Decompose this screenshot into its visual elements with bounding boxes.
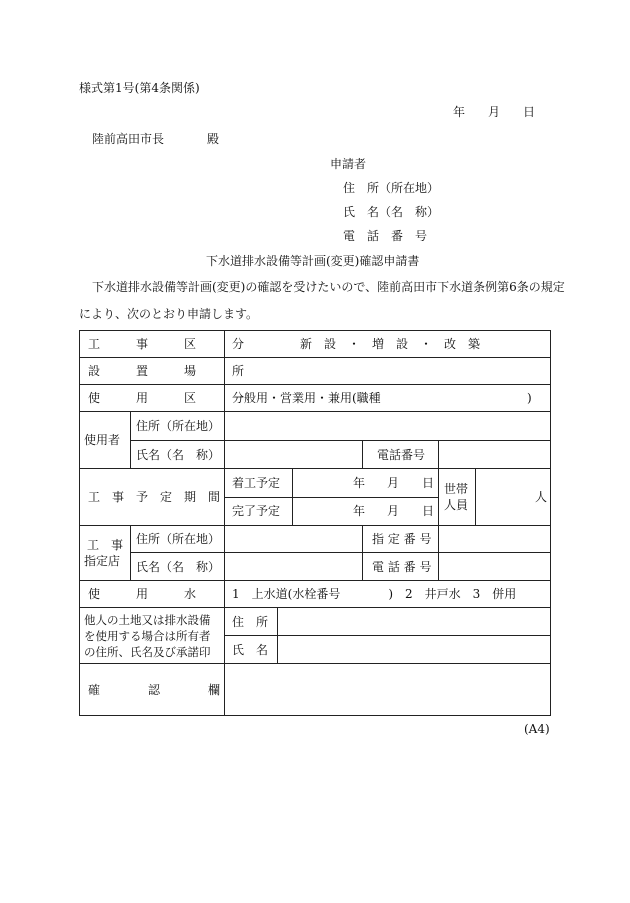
rule (79, 580, 551, 581)
rule (292, 468, 293, 525)
water-source-label: 使 用 水 (88, 587, 197, 601)
user-address-label: 住所（所在地） (136, 419, 221, 433)
end-day: 日 (422, 504, 435, 518)
user-address-field[interactable] (225, 412, 550, 440)
contractor-name-label: 氏名（名 称） (136, 560, 221, 574)
user-name-field[interactable] (225, 441, 362, 468)
contractor-name-field[interactable] (225, 553, 362, 580)
construction-type-label: 工 事 区 分 (88, 337, 245, 351)
confirmation-label: 確 認 欄 (88, 683, 221, 697)
rule (224, 497, 438, 498)
contractor-address-label: 住所（所在地） (136, 532, 221, 546)
owner-name-field[interactable] (278, 636, 550, 663)
construction-type-options[interactable]: 新 設 ・ 増 設 ・ 改 築 (300, 337, 481, 351)
rule (79, 357, 551, 358)
applicant-label: 申請者 (330, 157, 367, 171)
table-border-right (550, 330, 551, 716)
owner-name-label: 氏 名 (232, 643, 269, 657)
paper-size-note: (A4) (524, 722, 550, 736)
rule (362, 525, 363, 580)
end-planned-label: 完了予定 (232, 504, 281, 518)
end-year: 年 (353, 504, 366, 518)
rule (438, 468, 439, 525)
confirmation-field (225, 664, 550, 715)
other-land-label-line3: の住所、氏名及び承諾印 (84, 645, 211, 659)
body-text-line1: 下水道排水設備等計画(変更)の確認を受けたいので、陸前高田市下水道条例第6条の規定 (92, 280, 565, 294)
date-month: 月 (488, 105, 501, 119)
household-label-line1: 世帯 (444, 482, 469, 496)
user-phone-field[interactable] (439, 441, 550, 468)
date-day: 日 (523, 105, 536, 119)
end-month: 月 (387, 504, 400, 518)
designation-number-field[interactable] (439, 526, 550, 552)
designation-number-label: 指 定 番 号 (372, 532, 432, 546)
household-label-line2: 人員 (444, 498, 469, 512)
addressee: 陸前高田市長 (92, 132, 165, 146)
rule (362, 440, 363, 468)
person-unit: 人 (535, 490, 548, 504)
user-name-label: 氏名（名 称） (136, 448, 221, 462)
body-text-line2: により、次のとおり申請します。 (79, 307, 259, 321)
start-year: 年 (353, 476, 366, 490)
document-title: 下水道排水設備等計画(変更)確認申請書 (206, 254, 420, 268)
start-month: 月 (387, 476, 400, 490)
honorific: 殿 (207, 132, 220, 146)
schedule-label: 工 事 予 定 期 間 (88, 490, 221, 504)
applicant-phone-label: 電 話 番 号 (343, 229, 428, 243)
user-label: 使用者 (84, 433, 121, 447)
form-number: 様式第1号(第4条関係) (79, 81, 200, 95)
other-land-label-line2: を使用する場合は所有者 (84, 629, 211, 643)
installation-location-label: 設 置 場 所 (88, 364, 245, 378)
table-border-top (79, 330, 551, 331)
table-border-bottom (79, 715, 551, 716)
applicant-address-label: 住 所（所在地） (343, 181, 440, 195)
contractor-address-field[interactable] (225, 526, 362, 552)
start-planned-label: 着工予定 (232, 476, 281, 490)
applicant-name-label: 氏 名（名 称） (343, 205, 440, 219)
owner-address-label: 住 所 (232, 615, 269, 629)
water-source-options[interactable]: 1 上水道(水栓番号 ) 2 井戸水 3 併用 (232, 587, 517, 601)
household-count-field[interactable] (476, 469, 531, 525)
start-day: 日 (422, 476, 435, 490)
label-column-divider (224, 330, 225, 716)
contractor-phone-field[interactable] (439, 553, 550, 580)
contractor-phone-label: 電 話 番 号 (372, 560, 432, 574)
other-land-label-line1: 他人の土地又は排水設備 (84, 613, 211, 627)
contractor-label-line2: 指定店 (84, 554, 121, 568)
usage-type-label: 使 用 区 分 (88, 391, 245, 405)
user-phone-label: 電話番号 (377, 448, 426, 462)
table-border-left (79, 330, 80, 716)
rule (79, 384, 551, 385)
usage-type-options[interactable]: 一般用・営業用・兼用(職種 (232, 391, 381, 405)
contractor-label-line1: 工 事 (87, 538, 124, 552)
usage-type-close-paren: ) (527, 391, 532, 405)
date-year: 年 (453, 105, 466, 119)
owner-address-field[interactable] (278, 608, 550, 635)
